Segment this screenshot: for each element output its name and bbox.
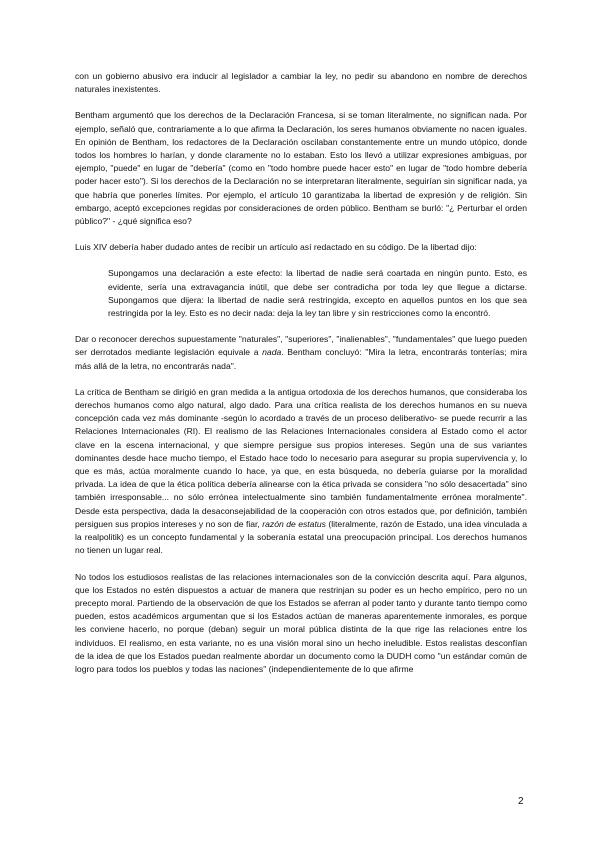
paragraph-realism-critique: La crítica de Bentham se dirigió en gran medida a la antigua ortodoxia de los derechos humanos, que consideraba los derechos humanos como algo natural, algo dado. Para una crítica realista de los derechos humanos en su nueva concepción cada vez más dominante -según lo acordado a través de un proceso deliberativo- se puede recurrir a las Relaciones Internacionales (RI). El realismo de las Relaciones Internacionales considera al Estado como el actor clave en la escena internacional, y que siempre persigue sus propios intereses. Según una de sus variantes dominantes desde hace mucho tiempo, el Estado hace todo lo necesario para asegurar su propia supervivencia y, lo que es más, actúa moralmente cuando lo hace, ya que, en esta búsqueda, no debería guiarse por la moralidad privada. La idea de que la ética política debería alinearse con la ética privada se considera "no sólo desacertada" sino también irresponsable... no sólo errónea intelectualmente sino también fundamentalmente errónea moralmente". Desde esta perspectiva, dada la desaconsejabilidad de la cooperación con otros estados que, por definición, también persiguen sus propios intereses y no son de fiar, razón de estatus (literalmente, razón de Estado, una idea vinculada a la realpolitik) es un concepto fundamental y la soberanía estatal una preocupación principal. Los derechos humanos no tienen un lugar real. (75, 386, 527, 556)
body-text (75, 70, 527, 689)
paragraph-bentham-declaration: Bentham argumentó que los derechos de la Declaración Francesa, si se toman literalmente, no significan nada. Por ejemplo, señaló que, contrariamente a lo que afirma la Declaración, los seres humanos obviamente no nacen iguales. En opinión de Bentham, los redactores de la Declaración oscilaban constantemente entre un mundo utópico, donde todos los hombres lo harían, y donde claramente no lo estaban. Esto los llevó a utilizar expresiones ambiguas, por ejemplo, "puede" en lugar de "debería" (como en "todo hombre puede hacer esto" en lugar de "todo hombre debería poder hacer esto"). Si los derechos de la Declaración no se interpretaran literalmente, seguirían sin significar nada, ya que habría que ponerles límites. Por ejemplo, el artículo 10 garantizaba la libertad de expresión y de religión. Sin embargo, aceptó excepciones regidas por consideraciones de orden público. Bentham se burló: "¿ Perturbar el orden público?" - ¿qué significa eso? (75, 110, 527, 227)
paragraph-natural-rights: Dar o reconocer derechos supuestamente "naturales", "superiores", "inalienables", "fundamentales" que luego pueden ser derrotados mediante legislación equivale a nada. Bentham concluyó: "Mira la letra, encontrarás tonterías; mira más allá de la letra, no encontrarás nada". (75, 334, 527, 371)
italic-term: nada (262, 347, 282, 358)
italic-term: razón de estatus (262, 518, 326, 529)
page-number: 2 (518, 796, 524, 807)
paragraph-continuation: con un gobierno abusivo era inducir al legislador a cambiar la ley, no pedir su abandono en nombre de derechos naturales inexistentes. (75, 71, 527, 95)
paragraph-realist-scholars: No todos los estudiosos realistas de las relaciones internacionales son de la convicción descrita aquí. Para algunos, que los Estados no estén dispuestos a actuar de manera que restrinjan su poder es un hecho empírico, pero no un precepto moral. Partiendo de la observación de que los Estados se aferran al poder tanto y durante tanto tiempo como pueden, estos académicos argumentan que si los Estados actúan de maneras aparentemente inmorales, es porque les conviene hacerlo, no porque (deban) seguir un moral pública distinta de la que rige las relaciones entre los individuos. El realismo, en esta variante, no es una visión moral sino un hecho ineludible. Estos realistas desconfían de la idea de que los Estados puedan realmente abordar un documento como la DUDH como "un estándar común de logro para todos los pueblos y todas las naciones" (independientemente de lo que afirme (75, 571, 527, 674)
paragraph-luis-xiv: Luis XIV debería haber dudado antes de recibir un artículo así redactado en su código. De la libertad dijo: (75, 242, 477, 253)
block-quote: Supongamos una declaración a este efecto: la libertad de nadie será coartada en ningún punto. Esto, es evidente, sería una extravagancia inútil, que debe ser contradicha por toda ley que llegue a dictarse. Supongamos que dijera: la libertad de nadie será restringida, excepto en aquellos puntos en los que sea restringida por la ley. Esto es no decir nada: deja la ley tan libre y sin restricciones como la encontró. (108, 268, 527, 319)
